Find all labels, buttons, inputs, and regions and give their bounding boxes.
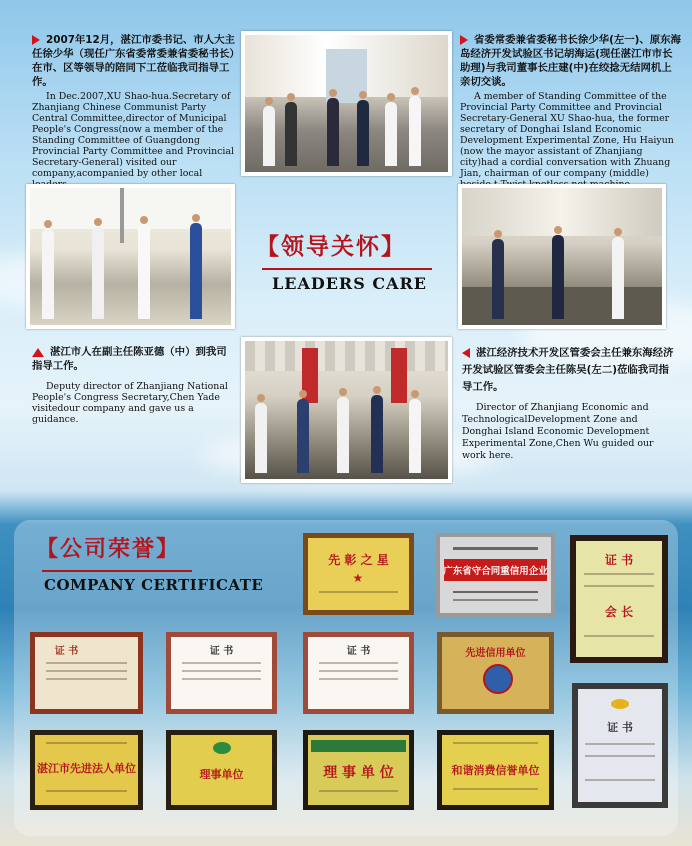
certificate-plaque [303, 533, 414, 615]
leader-caption-1 [32, 33, 237, 190]
emblem-icon [213, 742, 231, 754]
certificate-plaque [572, 683, 668, 808]
leader-caption-1-en: In Dec.2007,XU Shao-hua.Secretary of Zhanjiang Chinese Communist Party Central Committee,director of Municipal People's Congress(now a member of the Standing Committee of Guangdong Provincial Party Committee and Provincial Secretary-General) visited our company,acompanied by other local [32, 91, 235, 179]
leader-caption-2 [460, 33, 682, 190]
certificate-title: 先 彰 之 星 [328, 553, 389, 567]
red-arrow-icon [32, 348, 44, 357]
certificate-plaque [437, 632, 554, 714]
certificate-frame [166, 632, 277, 714]
photo-net-machine-conversation [458, 184, 666, 329]
certificate-title: 先进信用单位 [465, 648, 526, 659]
certificate-frame [303, 632, 414, 714]
certificate-title: 和谐消费信誉单位 [451, 764, 540, 777]
title-underline [42, 570, 192, 572]
leader-caption-4 [462, 345, 678, 462]
photo-leaders-outdoor [26, 184, 235, 329]
leader-caption-2-cn: 省委常委兼省委秘书长徐少华(左一)、原东海岛经济开发试验区书记胡海运(现任湛江市市长助理)与我司董事长庄建(中)在绞捻无结网机上亲切交谈。 [460, 34, 681, 88]
title-underline [262, 268, 432, 270]
certificate-title: 证 书 [209, 646, 234, 657]
star-icon: ★ [352, 571, 364, 585]
leader-caption-3-cn: 湛江市人在副主任陈亚德（中）到我司指导工作。 [32, 346, 227, 372]
leaders-care-title-cn: 【领导关怀】 [256, 234, 406, 260]
red-arrow-icon [462, 348, 470, 358]
certificate-title: 理 事 单 位 [323, 765, 394, 781]
certificate-title: 广东省守合同重信用企业 [443, 566, 548, 577]
certificate-title: 证 书 [54, 646, 79, 657]
emblem-icon [483, 664, 513, 694]
certificate-frame [30, 632, 143, 714]
certificate-title: 证 书 [604, 553, 634, 567]
company-certificate-title-en: COMPANY CERTIFICATE [44, 576, 264, 594]
leader-caption-2-en: A member of Standing Committee of the Provincial Party Committee and Provincial Secretary-General XU Shao-hua, the former secretary of Donghai Island Economic Development Experimental Zone, Hu Haiyun (now the mayor assistant of Zhanjiang city)had a cordial conversation with Zhuang Jian, chairman of our company (middle) [460, 91, 674, 179]
leaders-care-title-en: LEADERS CARE [272, 274, 427, 293]
leader-caption-4-cn: 湛江经济技术开发区管委会主任兼东海经济开发试验区管委会主任陈吴(左二)莅临我司指导工作。 [462, 347, 674, 393]
certificate-title: 证 书 [607, 721, 633, 734]
certificate-plaque [303, 730, 414, 810]
red-arrow-icon [460, 35, 468, 45]
certificate-award: 会 长 [604, 605, 634, 619]
leader-caption-3 [32, 345, 232, 425]
certificate-title: 湛江市先进法人单位 [37, 762, 136, 775]
certificate-plaque [437, 730, 554, 810]
company-certificate-title-cn: 【公司荣誉】 [36, 537, 181, 562]
leader-caption-1-cn: 2007年12月，湛江市委书记、市人大主任徐少华（现任广东省委常委兼省委秘书长）在市、区等领导的陪同下工莅临我司指导工作。 [32, 34, 235, 88]
certificate-plaque [30, 730, 143, 810]
certificate-plaque [166, 730, 277, 810]
photo-leaders-visit-factory [241, 31, 452, 176]
emblem-icon [611, 699, 629, 709]
certificate-title: 理事单位 [199, 768, 244, 781]
certificate-plaque [436, 533, 555, 617]
red-arrow-icon [32, 35, 40, 45]
photo-factory-guidance [241, 337, 452, 483]
certificate-plaque [570, 535, 668, 663]
leader-caption-4-en: Director of Zhanjiang Economic and TechnologicalDevelopment Zone and Donghai Island Economic Development Experimental Zone,Chen Wu guided our work here. [462, 402, 654, 461]
certificate-title: 证 书 [346, 646, 371, 657]
leader-caption-3-en: Deputy director of Zhanjiang National People's Congress Secretary,Chen Yade visitedour company and gave us a guidance. [32, 381, 228, 425]
